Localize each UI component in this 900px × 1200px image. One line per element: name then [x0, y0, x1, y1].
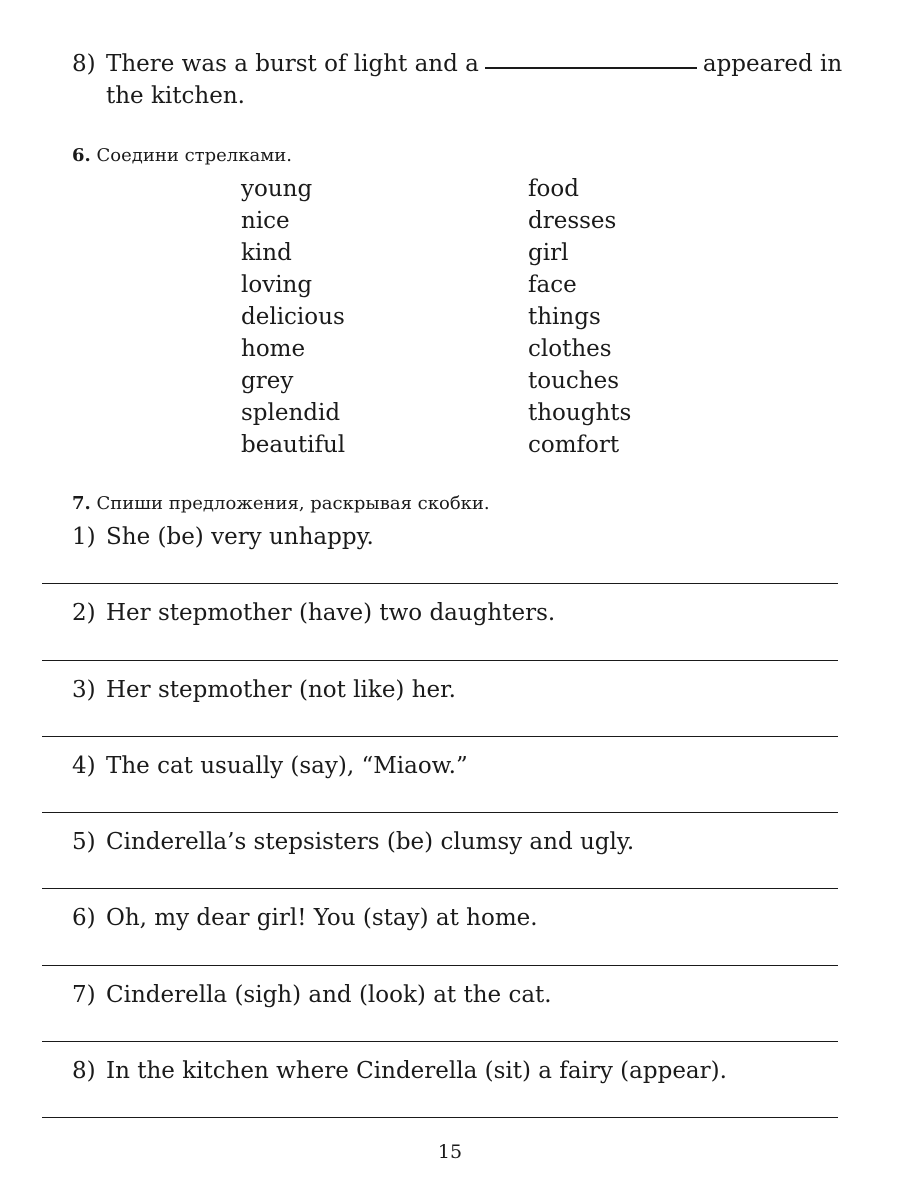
- word-item[interactable]: thoughts: [528, 400, 632, 426]
- word-item[interactable]: dresses: [528, 208, 617, 234]
- word-item[interactable]: clothes: [528, 336, 612, 362]
- item-number: 6): [72, 905, 96, 931]
- exercise-7-item: [72, 1055, 727, 1087]
- word-item[interactable]: splendid: [241, 400, 341, 426]
- word-item[interactable]: delicious: [241, 304, 345, 330]
- exercise-number: 7.: [72, 493, 91, 514]
- fill-in-blank[interactable]: [485, 67, 697, 69]
- exercise-instruction: Спиши предложения, раскрывая скобки.: [96, 493, 490, 514]
- answer-line[interactable]: [42, 1041, 838, 1042]
- item-sentence: She (be) very unhappy.: [106, 524, 374, 550]
- item-sentence: The cat usually (say), “Miaow.”: [106, 753, 468, 779]
- exercise-7-item: [72, 826, 634, 858]
- sentence-end: appeared in: [702, 51, 843, 77]
- answer-line[interactable]: [42, 583, 838, 584]
- exercise-7-item: [72, 674, 456, 706]
- item-sentence: Oh, my dear girl! You (stay) at home.: [106, 905, 538, 931]
- item-sentence: In the kitchen where Cinderella (sit) a fairy (appear).: [106, 1058, 727, 1084]
- item-number: 2): [72, 600, 96, 626]
- item-sentence: Her stepmother (have) two daughters.: [106, 600, 556, 626]
- item-number: 7): [72, 982, 96, 1008]
- word-item[interactable]: things: [528, 304, 601, 330]
- item-number: 8): [72, 51, 96, 77]
- item-sentence: Cinderella’s stepsisters (be) clumsy and ugly.: [106, 829, 635, 855]
- item-number: 5): [72, 829, 96, 855]
- answer-line[interactable]: [42, 888, 838, 889]
- word-item[interactable]: loving: [241, 272, 313, 298]
- carryover-item: [72, 48, 842, 112]
- word-item[interactable]: home: [241, 336, 306, 362]
- word-item[interactable]: food: [528, 176, 579, 202]
- exercise-7-item: [72, 750, 468, 782]
- sentence-start: There was a burst of light and a: [106, 51, 479, 77]
- page-number: 15: [437, 1141, 463, 1163]
- item-number: 4): [72, 753, 96, 779]
- word-item[interactable]: beautiful: [241, 432, 346, 458]
- item-number: 8): [72, 1058, 96, 1084]
- exercise-7-item: [72, 979, 552, 1011]
- answer-line[interactable]: [42, 660, 838, 661]
- right-word-column: [528, 173, 631, 461]
- answer-line[interactable]: [42, 1117, 838, 1118]
- word-item[interactable]: young: [241, 176, 313, 202]
- answer-line[interactable]: [42, 812, 838, 813]
- word-item[interactable]: comfort: [528, 432, 620, 458]
- exercise-7-item: [72, 597, 555, 629]
- word-item[interactable]: nice: [241, 208, 290, 234]
- word-item[interactable]: kind: [241, 240, 292, 266]
- exercise-instruction: Соедини стрелками.: [96, 145, 292, 166]
- sentence-continuation: the kitchen.: [106, 83, 245, 109]
- exercise-number: 6.: [72, 145, 91, 166]
- word-item[interactable]: face: [528, 272, 577, 298]
- item-sentence: Her stepmother (not like) her.: [106, 677, 456, 703]
- item-sentence: Cinderella (sigh) and (look) at the cat.: [106, 982, 552, 1008]
- answer-line[interactable]: [42, 965, 838, 966]
- item-number: 1): [72, 524, 96, 550]
- exercise-6-heading: [72, 144, 292, 168]
- exercise-7-item: [72, 902, 538, 934]
- exercise-7-item: [72, 521, 374, 553]
- word-item[interactable]: touches: [528, 368, 620, 394]
- answer-line[interactable]: [42, 736, 838, 737]
- left-word-column: [241, 173, 345, 461]
- item-number: 3): [72, 677, 96, 703]
- word-item[interactable]: grey: [241, 368, 294, 394]
- word-item[interactable]: girl: [528, 240, 569, 266]
- exercise-7-heading: [72, 492, 490, 516]
